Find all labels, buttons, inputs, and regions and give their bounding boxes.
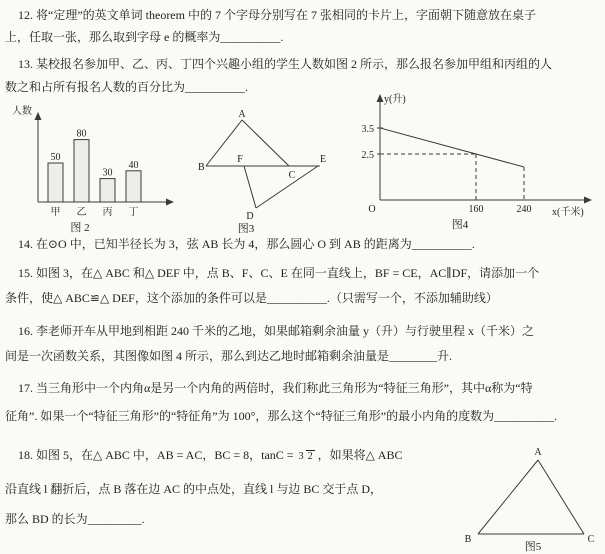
fig5-side-AB	[478, 460, 538, 534]
figure-2-caption: 图 2	[70, 222, 90, 234]
problem-15-line-1: 15. 如图 3，在△ ABC 和△ DEF 中，点 B、F、C、E 在同一直线上，BF = CE，AC∥DF，请添加一个	[18, 266, 540, 280]
fig3-label-A: A	[238, 109, 246, 120]
problem-18-text-after-fraction: ，如果将△ ABC	[317, 448, 403, 462]
bar-chart-x-axis-arrow	[166, 199, 174, 206]
fig4-label-160: 160	[468, 204, 484, 215]
problem-13-line-2: 数之和占所有报名人数的百分比为__________.	[5, 80, 249, 94]
problem-16-line-2: 间是一次函数关系，其图像如图 4 所示，那么到达乙地时邮箱剩余油量是________升.	[5, 349, 453, 363]
bar-chart-y-axis-arrow	[35, 112, 42, 120]
fig3-label-F: F	[237, 154, 243, 165]
fig3-label-E: E	[319, 154, 327, 165]
problem-14-line-1: 14. 在⊙O 中，已知半径长为 3，弦 AB 长为 4，那么圆心 O 到 AB 的距离为__________.	[18, 237, 475, 251]
figure-5-caption: 图5	[524, 541, 542, 553]
fig4-function-line	[380, 128, 524, 167]
fraction-numerator: 3	[298, 450, 304, 462]
fig4-label-240: 240	[516, 204, 532, 215]
fig3-side-FD	[244, 166, 256, 208]
problem-17-line-1: 17. 当三角形中一个内角α是另一个内角的两倍时，我们称此三角形为“特征三角形”，其中α称为“特	[18, 381, 533, 395]
fraction-three-halves	[297, 451, 315, 463]
figure-3-caption: 图3	[237, 223, 255, 235]
figure-4-caption: 图4	[451, 219, 469, 231]
fig4-x-axis-arrow	[584, 197, 592, 204]
fig3-side-DE	[256, 166, 318, 208]
fig3-label-B: B	[198, 162, 205, 173]
bar-value-ding: 40	[128, 159, 139, 171]
problem-15-line-2: 条件，使△ ABC≌△ DEF，这个添加的条件可以是__________.（只需写一个，不添加辅助线）	[5, 291, 498, 305]
fig3-label-D: D	[246, 211, 254, 222]
problem-16-line-1: 16. 李老师开车从甲地到相距 240 千米的乙地，如果邮箱剩余油量 y（升）与行驶里程 x（千米）之	[18, 324, 535, 338]
figure-4-line-graph	[350, 88, 600, 232]
fig4-label-3-5: 3.5	[361, 124, 374, 135]
fig5-label-B: B	[464, 534, 472, 545]
fig4-y-axis-arrow	[377, 94, 384, 102]
bar-jia	[48, 163, 63, 202]
problem-18-text-before-fraction: 18. 如图 5，在△ ABC 中，AB = AC，BC = 8，tanC =	[18, 448, 294, 462]
fig4-x-axis-label: x(千米)	[552, 207, 584, 218]
fraction-denominator: 2	[307, 450, 313, 462]
figure-3-triangles	[196, 108, 331, 234]
problem-13-line-1: 13. 某校报名参加甲、乙、丙、丁四个兴趣小组的学生人数如图 2 所示，那么报名参加甲组和丙组的人	[18, 57, 553, 71]
bar-yi	[74, 140, 89, 202]
problem-12-line-2: 上，任取一张，那么取到字母 e 的概率为__________.	[5, 30, 284, 44]
bar-bing	[100, 179, 115, 202]
bar-value-bing: 30	[102, 167, 113, 179]
fig3-label-C: C	[288, 170, 296, 181]
problem-12-line-1: 12. 将“定理”的英文单词 theorem 中的 7 个字母分别写在 7 张相同的卡片上，字面朝下随意放在桌子	[18, 8, 536, 22]
bar-cat-bing: 丙	[102, 207, 113, 218]
fig5-label-C: C	[587, 534, 595, 545]
bar-value-jia: 50	[50, 152, 61, 163]
fig3-side-AC	[242, 120, 289, 166]
bar-value-yi: 80	[76, 128, 87, 140]
fig5-label-A: A	[534, 447, 542, 458]
problem-18-line-1	[18, 446, 402, 464]
problem-17-line-2: 征角”. 如果一个“特征三角形”的“特征角”为 100°，那么这个“特征三角形”的最小内角的度数为__________.	[5, 409, 558, 423]
bar-cat-jia: 甲	[50, 207, 61, 218]
figure-5-triangle	[458, 444, 600, 552]
figure-2-bar-chart	[8, 100, 180, 234]
fig4-origin-label: O	[368, 204, 376, 215]
problem-18-line-3: 那么 BD 的长为_________.	[5, 512, 145, 526]
problem-18-line-2: 沿直线 l 翻折后，点 B 落在边 AC 的中点处，直线 l 与边 BC 交于点 D，	[5, 482, 383, 496]
bar-chart-y-axis-label: 人数	[12, 106, 32, 117]
fig4-label-2-5: 2.5	[361, 150, 374, 161]
fig5-side-AC	[538, 460, 584, 534]
bar-cat-yi: 乙	[76, 207, 87, 218]
bar-ding	[126, 171, 141, 202]
fig4-y-axis-label: y(升)	[384, 94, 406, 105]
bar-cat-ding: 丁	[128, 207, 139, 218]
